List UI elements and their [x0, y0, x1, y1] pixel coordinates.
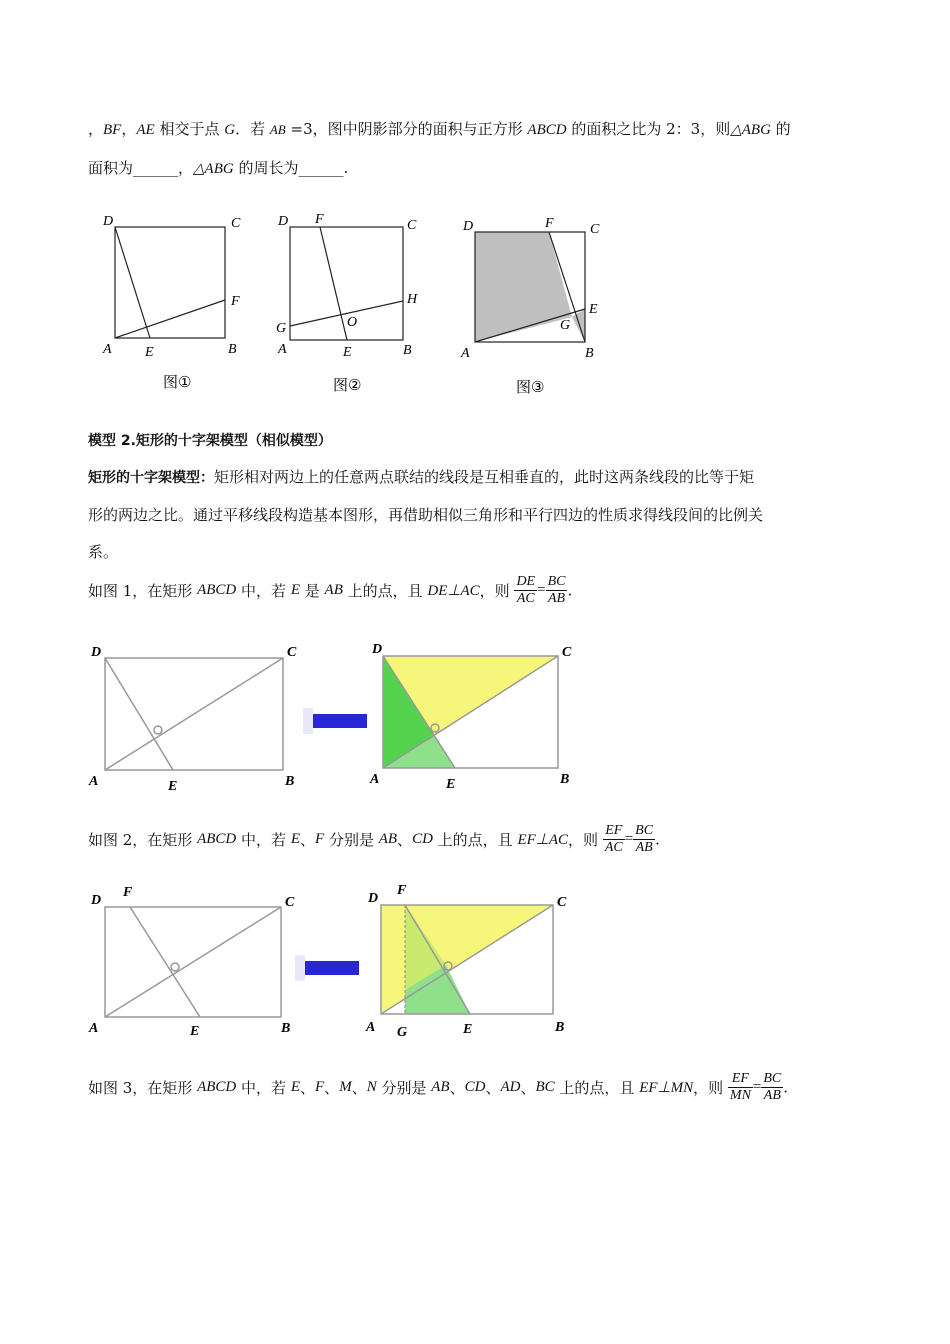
svg-text:E: E — [446, 777, 456, 792]
svg-text:B: B — [555, 1020, 565, 1035]
case2-text: 如图 2，在矩形 ABCD 中，若 E、F 分别是 AB、CD 上的点，且 EF⊥AC，则 $\frac{EF}{AC}$ = $\frac{BC}{AB}$ . — [88, 823, 660, 855]
svg-text:D: D — [91, 893, 102, 908]
svg-text:A: A — [366, 1020, 376, 1035]
figure-1 — [102, 214, 241, 391]
label-D: D — [103, 214, 114, 229]
svg-text:B: B — [285, 774, 295, 789]
arrow-icon — [307, 714, 367, 728]
svg-text:C: C — [407, 218, 417, 233]
svg-text:F: F — [123, 885, 133, 900]
arrow-icon — [299, 961, 359, 975]
svg-text:C: C — [562, 645, 572, 660]
svg-text:C: C — [590, 222, 600, 237]
svg-text:E: E — [343, 345, 352, 360]
svg-text:A: A — [461, 346, 470, 361]
svg-text:D: D — [91, 645, 102, 660]
problem-line-2: 面积为______，△ABG 的周长为______. — [88, 159, 349, 177]
svg-text:B: B — [585, 346, 594, 361]
svg-text:D: D — [278, 214, 289, 229]
case3-fraction-left: $\frac{EF}{MN}$ — [729, 1071, 751, 1103]
model-def-line-3: 系。 — [88, 543, 119, 561]
svg-text:E: E — [463, 1022, 473, 1037]
svg-text:H: H — [407, 292, 418, 307]
svg-text:F: F — [545, 216, 554, 231]
svg-text:A: A — [89, 1021, 99, 1036]
caption-fig2: 图② — [333, 376, 362, 394]
caption-fig3: 图③ — [516, 378, 545, 396]
label-C: C — [231, 216, 241, 231]
svg-text:A: A — [370, 772, 380, 787]
svg-text:C: C — [287, 645, 297, 660]
label-E: E — [145, 345, 154, 360]
svg-text:A: A — [89, 774, 99, 789]
svg-text:G: G — [397, 1025, 408, 1040]
figure-3 — [460, 216, 600, 396]
svg-text:D: D — [372, 642, 383, 657]
svg-text:A: A — [278, 342, 287, 357]
svg-text:E: E — [589, 302, 598, 317]
caption-fig1: 图① — [163, 373, 192, 391]
svg-text:G: G — [560, 318, 571, 333]
svg-text:C: C — [557, 895, 567, 910]
svg-text:B: B — [281, 1021, 291, 1036]
svg-text:C: C — [285, 895, 295, 910]
figure-2 — [276, 212, 418, 394]
label-F: F — [231, 294, 240, 309]
case2-fraction-right: $\frac{BC}{AB}$ — [635, 823, 654, 855]
svg-text:D: D — [368, 891, 379, 906]
svg-text:B: B — [403, 343, 412, 358]
svg-text:E: E — [168, 779, 178, 794]
model-def-line-2: 形的两边之比。通过平移线段构造基本图形，再借助相似三角形和平行四边的性质求得线段间的比例关 — [88, 506, 764, 524]
case3-fraction-right: $\frac{BC}{AB}$ — [763, 1071, 782, 1103]
case1-fraction-left: $\frac{DE}{AC}$ — [516, 574, 536, 606]
label-A: A — [103, 342, 112, 357]
svg-text:F: F — [315, 212, 324, 227]
svg-text:E: E — [190, 1024, 200, 1039]
svg-text:B: B — [560, 772, 570, 787]
label-B: B — [228, 342, 237, 357]
problem-line-1: ，BF，AE 相交于点 G．若 AB =3，图中阴影部分的面积与正方形 ABCD 的面积之比为 2：3，则△ABG 的 — [88, 120, 791, 138]
svg-text:G: G — [276, 321, 287, 336]
case1-figure — [85, 638, 595, 798]
case1-fraction-right: $\frac{BC}{AB}$ — [547, 574, 566, 606]
model-title: 模型 2.矩形的十字架模型（相似模型） — [88, 433, 332, 449]
case2-figure — [85, 880, 595, 1045]
square-figures — [95, 205, 635, 400]
svg-text:D: D — [463, 219, 474, 234]
case1-text: 如图 1，在矩形 ABCD 中，若 E 是 AB 上的点，且 DE⊥AC，则 $\frac{DE}{AC}$ = $\frac{BC}{AB}$ . — [88, 574, 573, 606]
svg-text:F: F — [397, 883, 407, 898]
svg-text:O: O — [347, 315, 358, 330]
case3-text: 如图 3，在矩形 ABCD 中，若 E、F、M、N 分别是 AB、CD、AD、BC 上的点，且 EF⊥MN，则 $\frac{EF}{MN}$ = $\frac{BC}{AB}$ . — [88, 1071, 789, 1103]
model-def-line-1: 矩形的十字架模型：矩形相对两边上的任意两点联结的线段是互相垂直的，此时这两条线段的比等于矩 — [88, 468, 755, 486]
case2-fraction-left: $\frac{EF}{AC}$ — [604, 823, 623, 855]
